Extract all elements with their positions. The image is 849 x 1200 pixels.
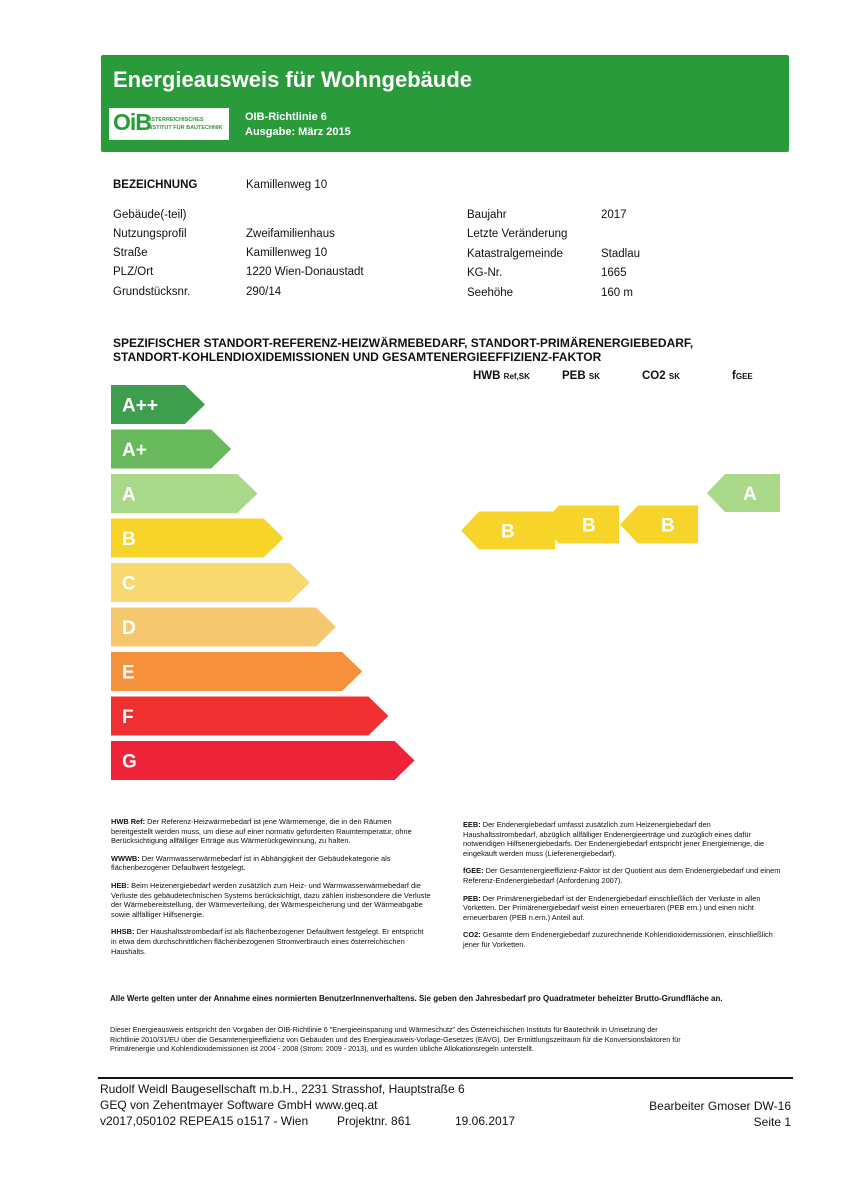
energy-class-label: A — [122, 484, 136, 506]
designation-value: Kamillenweg 10 — [246, 179, 328, 191]
edition-text: Ausgabe: März 2015 — [245, 126, 351, 138]
definition-peb: PEB: Der Primärenergiebedarf ist der Endenergiebedarf einschließlich der Verluste in allen Vorketten. Der Primärenergiebedarf weist einen erneuerbaren (PEB ern.) und einen nicht erneuerbaren (PEB n.ern.) Anteil auf. — [463, 893, 761, 922]
column-header-hwb: HWB Ref,SK — [473, 370, 530, 382]
section-heading-line2: STANDORT-KOHLENDIOXIDEMISSIONEN UND GESAMTENERGIEEFFIZIENZ-FAKTOR — [113, 350, 602, 364]
info-label: KG-Nr. — [467, 267, 503, 279]
energy-class-label: D — [122, 618, 136, 639]
footer-rule — [98, 1077, 793, 1079]
energy-class-label: A++ — [122, 395, 158, 417]
info-label: Nutzungsprofil — [113, 228, 187, 240]
column-header-peb: PEB SK — [562, 370, 600, 382]
info-label: Gebäude(-teil) — [113, 209, 187, 221]
footer-company: Rudolf Weidl Baugesellschaft m.b.H., 2231 Strasshof, Hauptstraße 6 — [100, 1082, 465, 1096]
rating-label-hwb: B — [501, 521, 515, 543]
energy-class-arrow — [111, 741, 415, 780]
oib-logo-name: ÖSTERREICHISCHES INSTITUT FÜR BAUTECHNIK — [147, 117, 223, 131]
designation-label: BEZEICHNUNG — [113, 179, 198, 191]
footer-software: GEQ von Zehentmayer Software GmbH www.geq.at — [100, 1098, 378, 1112]
definitions-left — [111, 817, 431, 964]
definitions-right — [463, 820, 783, 958]
rating-label-co2: B — [661, 515, 675, 537]
footer-project: Projektnr. 861 — [337, 1114, 412, 1128]
info-value: 290/14 — [246, 286, 282, 298]
column-header-co2: CO2 SK — [642, 370, 680, 382]
footer-editor: Bearbeiter Gmoser DW-16 — [649, 1099, 791, 1113]
energy-class-label: G — [122, 751, 137, 773]
energy-class-label: C — [122, 573, 136, 595]
definition-fgee: fGEE: Der Gesamtenergieeffizienz-Faktor ist der Quotient aus dem Endenergiebedarf und einem Referenz-Endenergiebedarf (Anforderung 2007). — [463, 866, 781, 885]
info-value: 1665 — [601, 267, 627, 279]
definition-wwwb: WWWB: Der Warmwasserwärmebedarf ist in Abhängigkeit der Gebäudekategorie als flächenbezogener Defaultwert festgelegt. — [111, 853, 391, 873]
energy-class-arrow — [111, 608, 336, 647]
rating-arrow-co2 — [620, 506, 698, 544]
rating-label-peb: B — [582, 515, 596, 537]
footer-date: 19.06.2017 — [455, 1114, 516, 1128]
oib-logo-mark: OiB — [113, 109, 151, 135]
info-label: PLZ/Ort — [113, 266, 154, 278]
definition-hwb: HWB Ref: Der Referenz-Heizwärmebedarf ist jene Wärmemenge, die in den Räumen bereitgestellt werden muss, um diese auf einer normativ geforderten Raumtemperatur, ohne Berücksichtigung allfälliger Erträge aus Wärmerückgewinnung, zu halten. — [111, 817, 412, 846]
footer-version: v2017,050102 REPEA15 o1517 - Wien — [100, 1114, 309, 1128]
column-header-fgee: fGEE — [732, 370, 753, 382]
energy-class-arrow — [111, 519, 284, 558]
info-value: Kamillenweg 10 — [246, 247, 328, 259]
info-label: Seehöhe — [467, 287, 514, 299]
energy-class-label: B — [122, 529, 136, 550]
energy-class-label: A+ — [122, 440, 147, 461]
info-value: 1220 Wien-Donaustadt — [246, 266, 364, 278]
guideline-text: OIB-Richtlinie 6 — [245, 111, 327, 123]
disclaimer: Dieser Energieausweis entspricht den Vorgaben der OIB-Richtlinie 6 "Energieeinsparung und Wärmeschutz" des Österreichischen Instituts für Bautechnik in Umsetzung der Richtlinie 2010/31/EU über die Gesamtenergieeffizienz von Gebäuden und des Energieausweis-Vorlage-Gesetzes (EAVG). Der Ermittlungszeitraum für die Konversionsfaktoren für Primärenergie und Kohlendioxidemissionen ist 2004 - 2008 (Strom: 2009 - 2013), und es wurden übliche Allokationsregeln unterstellt. — [110, 1025, 681, 1053]
info-value: Stadlau — [601, 248, 641, 260]
definition-heb: HEB: Beim Heizenergiebedarf werden zusätzlich zum Heiz- und Warmwasserwärmebedarf die Verluste des gebäudetechnischen Systems berücksichtigt, dazu zählen insbesondere die Verluste der Wärmebereitstellung, der Wärmeverteilung, der Wärmespeicherung und der Wärmeabgabe sowie allfälliger Hilfsenergie. — [111, 880, 431, 919]
definition-eeb: EEB: Der Endenergiebedarf umfasst zusätzlich zum Heizenergiebedarf den Haushaltsstrombedarf, abzüglich allfälliger Endenergieerträge und zuzüglich eines dafür notwendigen Hilfsenergiebedarfs. Der Endenergiebedarf entspricht jener Energiemenge, die eingekauft werden muss (Lieferenergiebedarf). — [463, 820, 765, 858]
definition-co2: CO2: Gesamte dem Endenergiebedarf zuzurechnende Kohlendioxidemissionen, einschließlich jener für Vorketten. — [463, 930, 773, 949]
energy-class-label: E — [122, 662, 135, 684]
info-label: Baujahr — [467, 209, 507, 221]
info-value: Zweifamilienhaus — [246, 228, 335, 240]
info-label: Katastralgemeinde — [467, 248, 563, 260]
footer-page: Seite 1 — [753, 1115, 791, 1129]
rating-label-fgee: A — [743, 484, 757, 505]
info-value: 2017 — [601, 209, 627, 221]
energy-class-arrow — [111, 563, 310, 602]
energy-class-label: F — [122, 707, 134, 728]
section-heading-line1: SPEZIFISCHER STANDORT-REFERENZ-HEIZWÄRMEBEDARF, STANDORT-PRIMÄRENERGIEBEDARF, — [113, 336, 694, 350]
info-label: Letzte Veränderung — [467, 228, 568, 240]
document-title: Energieausweis für Wohngebäude — [113, 67, 472, 92]
energy-class-arrow — [111, 697, 388, 736]
info-label: Straße — [113, 247, 148, 259]
info-label: Grundstücksnr. — [113, 286, 191, 298]
values-notice: Alle Werte gelten unter der Annahme eines normierten BenutzerInnenverhaltens. Sie geben den Jahresbedarf pro Quadratmeter beheizter Brutto-Grundfläche an. — [110, 994, 723, 1003]
energy-class-arrow — [111, 652, 362, 691]
definition-hhsb: HHSB: Der Haushaltsstrombedarf ist als flächenbezogener Defaultwert festgelegt. Er entspricht in etwa dem durchschnittlichen flächenbezogenen Stromverbrauch eines österreichischen Haushalts. — [111, 927, 424, 956]
info-value: 160 m — [601, 287, 633, 299]
